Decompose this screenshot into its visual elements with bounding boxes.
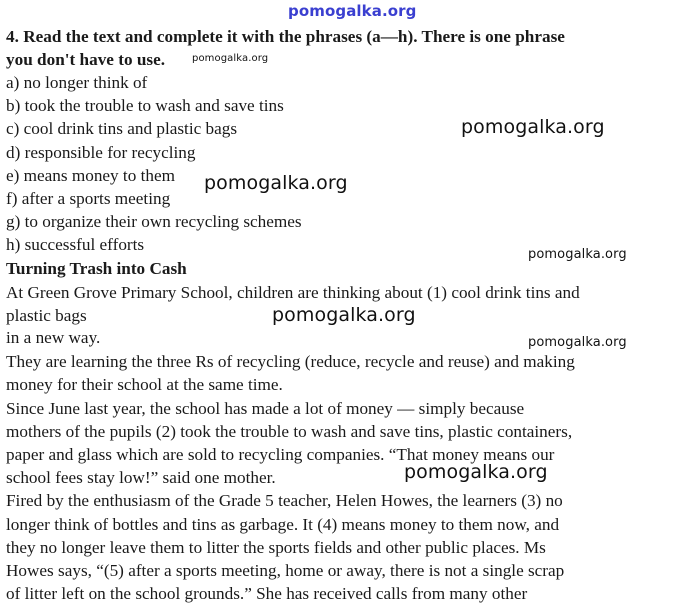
phrase-option: c) cool drink tins and plastic bags xyxy=(6,119,238,138)
article-line: Since June last year, the school has made a lot of money — simply because xyxy=(6,399,525,418)
watermark-right-small-2: pomogalka.org xyxy=(528,335,627,350)
watermark-small: pomogalka.org xyxy=(192,53,269,64)
article-line: Fired by the enthusiasm of the Grade 5 teacher, Helen Howes, the learners (3) no xyxy=(6,491,563,510)
phrase-option: b) took the trouble to wash and save tins xyxy=(6,96,284,115)
article-title: Turning Trash into Cash xyxy=(6,259,187,278)
task-heading: 4. Read the text and complete it with the phrases (a—h). There is one phrase xyxy=(6,27,565,46)
phrase-option: h) successful efforts xyxy=(6,235,145,254)
article-line: paper and glass which are sold to recycling companies. “That money means our xyxy=(6,445,555,464)
article-line: plastic bags xyxy=(6,306,87,325)
phrase-option: d) responsible for recycling xyxy=(6,143,196,162)
article-line: money for their school at the same time. xyxy=(6,375,283,394)
article-line: school fees stay low!” said one mother. xyxy=(6,468,276,487)
article-line: They are learning the three Rs of recycling (reduce, recycle and reuse) and making xyxy=(6,352,575,371)
phrase-option: f) after a sports meeting xyxy=(6,189,171,208)
article-line: Howes says, “(5) after a sports meeting, home or away, there is not a single scrap xyxy=(6,561,565,580)
article-line: longer think of bottles and tins as garbage. It (4) means money to them now, and xyxy=(6,515,560,534)
article-line: At Green Grove Primary School, children are thinking about (1) cool drink tins and xyxy=(6,283,580,302)
task-heading-cont: you don't have to use. xyxy=(6,50,166,69)
phrase-option: a) no longer think of xyxy=(6,73,148,92)
watermark-center: pomogalka.org xyxy=(204,172,348,194)
watermark-right: pomogalka.org xyxy=(461,116,605,138)
phrase-option: e) means money to them xyxy=(6,166,175,185)
phrase-option: g) to organize their own recycling schemes xyxy=(6,212,302,231)
article-line: mothers of the pupils (2) took the trouble to wash and save tins, plastic containers, xyxy=(6,422,573,441)
article-line: in a new way. xyxy=(6,328,101,347)
watermark-mid: pomogalka.org xyxy=(272,304,416,326)
article-line: they no longer leave them to litter the sports fields and other public places. Ms xyxy=(6,538,546,557)
watermark-lower: pomogalka.org xyxy=(404,461,548,483)
article-line: of litter left on the school grounds.” She has received calls from many other xyxy=(6,584,528,603)
watermark-right-small: pomogalka.org xyxy=(528,247,627,262)
watermark-top: pomogalka.org xyxy=(288,2,417,20)
